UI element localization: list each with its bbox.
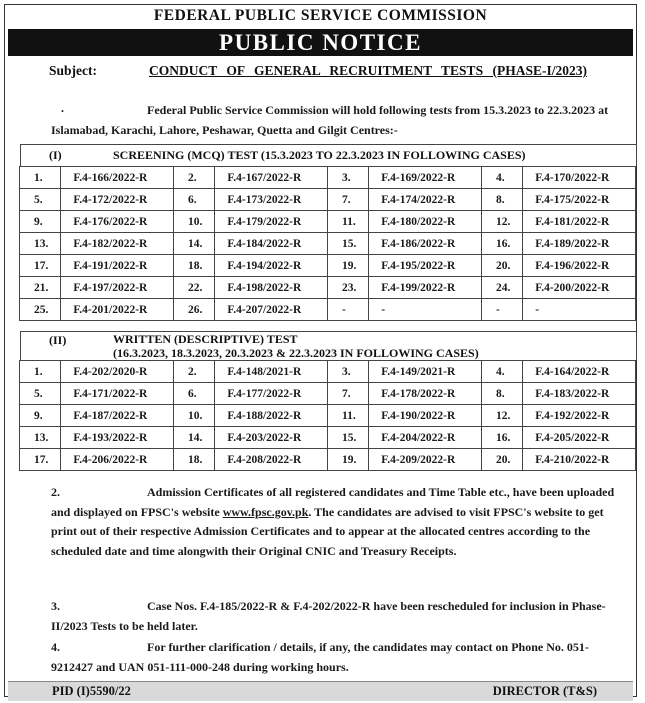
screening-case-number: F.4-173/2022-R xyxy=(215,189,328,211)
screening-case-number: F.4-189/2022-R xyxy=(523,233,636,255)
screening-serial: 3. xyxy=(327,167,368,189)
written-serial: 17. xyxy=(20,449,61,471)
written-serial: 10. xyxy=(173,405,214,427)
screening-serial: 6. xyxy=(173,189,214,211)
screening-case-number: - xyxy=(523,299,636,321)
screening-serial: 7. xyxy=(327,189,368,211)
paragraph-2-text: Admission Certificates of all registered candidates and Time Table etc., have been uploaded and displayed on FPSC's website xyxy=(51,485,615,519)
pid-number: PID (I)5590/22 xyxy=(52,684,131,698)
screening-roman: (I) xyxy=(49,148,62,162)
screening-serial: 25. xyxy=(20,299,61,321)
intro-paragraph xyxy=(51,101,617,140)
written-case-number: F.4-149/2021-R xyxy=(369,361,482,383)
written-case-number: F.4-177/2022-R xyxy=(215,383,328,405)
written-case-number: F.4-203/2022-R xyxy=(215,427,328,449)
written-serial: 15. xyxy=(327,427,368,449)
screening-case-number: F.4-175/2022-R xyxy=(523,189,636,211)
written-case-number: F.4-164/2022-R xyxy=(523,361,636,383)
screening-case-number: F.4-180/2022-R xyxy=(369,211,482,233)
screening-case-number: F.4-195/2022-R xyxy=(369,255,482,277)
screening-case-number: F.4-167/2022-R xyxy=(215,167,328,189)
paragraph-2-number: 2. xyxy=(51,485,60,499)
written-serial: 19. xyxy=(327,449,368,471)
written-serial: 6. xyxy=(173,383,214,405)
written-row xyxy=(20,449,636,471)
written-case-number: F.4-188/2022-R xyxy=(215,405,328,427)
written-cases-table xyxy=(19,360,636,471)
screening-serial: 20. xyxy=(481,255,522,277)
written-serial: 8. xyxy=(481,383,522,405)
written-heading: WRITTEN (DESCRIPTIVE) TEST xyxy=(113,332,298,346)
screening-serial: 2. xyxy=(173,167,214,189)
notice-title-banner: PUBLIC NOTICE xyxy=(8,29,633,56)
subject-text: CONDUCT OF GENERAL RECRUITMENT TESTS (PHASE-I/2023) xyxy=(149,63,587,78)
written-case-number: F.4-193/2022-R xyxy=(61,427,174,449)
screening-row xyxy=(20,255,636,277)
paragraph-2 xyxy=(51,483,617,561)
screening-serial: 10. xyxy=(173,211,214,233)
fpsc-website-link[interactable]: www.fpsc.gov.pk xyxy=(222,504,309,519)
written-case-number: F.4-209/2022-R xyxy=(369,449,482,471)
screening-serial: 19. xyxy=(327,255,368,277)
paragraph-3-number: 3. xyxy=(51,599,60,613)
screening-serial: 4. xyxy=(481,167,522,189)
written-case-number: F.4-178/2022-R xyxy=(369,383,482,405)
intro-marker: . xyxy=(61,101,64,115)
screening-case-number: F.4-199/2022-R xyxy=(369,277,482,299)
screening-serial: - xyxy=(481,299,522,321)
screening-case-number: F.4-198/2022-R xyxy=(215,277,328,299)
screening-case-number: F.4-194/2022-R xyxy=(215,255,328,277)
written-serial: 20. xyxy=(481,449,522,471)
written-row xyxy=(20,405,636,427)
written-serial: 4. xyxy=(481,361,522,383)
screening-serial: 12. xyxy=(481,211,522,233)
paragraph-3-text: Case Nos. F.4-185/2022-R & F.4-202/2022-R have been rescheduled for inclusion in Phase-II/2023 Tests to be held later. xyxy=(51,599,606,633)
notice-footer xyxy=(8,681,633,701)
screening-serial: 14. xyxy=(173,233,214,255)
screening-serial: 15. xyxy=(327,233,368,255)
written-serial: 1. xyxy=(20,361,61,383)
screening-serial: 18. xyxy=(173,255,214,277)
screening-serial: 9. xyxy=(20,211,61,233)
screening-row xyxy=(20,189,636,211)
written-case-number: F.4-206/2022-R xyxy=(61,449,174,471)
written-serial: 14. xyxy=(173,427,214,449)
screening-case-number: F.4-181/2022-R xyxy=(523,211,636,233)
screening-serial: 13. xyxy=(20,233,61,255)
paragraph-3 xyxy=(51,597,617,636)
screening-serial: 24. xyxy=(481,277,522,299)
screening-serial: 11. xyxy=(327,211,368,233)
screening-serial: - xyxy=(327,299,368,321)
screening-case-number: F.4-172/2022-R xyxy=(61,189,174,211)
notice-page xyxy=(4,4,637,697)
screening-heading: SCREENING (MCQ) TEST (15.3.2023 TO 22.3.2023 IN FOLLOWING CASES) xyxy=(113,148,526,162)
screening-case-number: F.4-179/2022-R xyxy=(215,211,328,233)
written-case-number: F.4-204/2022-R xyxy=(369,427,482,449)
written-serial: 5. xyxy=(20,383,61,405)
intro-part1: Federal Public Service Commission will hold following tests xyxy=(147,103,455,117)
written-section-heading xyxy=(20,331,637,360)
intro-bold: from 15.3.2023 to 22.3.2023 at Islamabad, Karachi, Lahore, Peshawar, Quetta and Gilgit Centres xyxy=(51,103,609,137)
screening-case-number: F.4-170/2022-R xyxy=(523,167,636,189)
screening-case-number: F.4-197/2022-R xyxy=(61,277,174,299)
written-row xyxy=(20,361,636,383)
written-serial: 3. xyxy=(327,361,368,383)
screening-case-number: F.4-200/2022-R xyxy=(523,277,636,299)
screening-serial: 22. xyxy=(173,277,214,299)
screening-serial: 8. xyxy=(481,189,522,211)
screening-serial: 23. xyxy=(327,277,368,299)
screening-case-number: F.4-196/2022-R xyxy=(523,255,636,277)
screening-serial: 21. xyxy=(20,277,61,299)
screening-row xyxy=(20,233,636,255)
written-row xyxy=(20,383,636,405)
written-roman: (II) xyxy=(49,333,67,347)
written-serial: 2. xyxy=(173,361,214,383)
paragraph-4-text: For further clarification / details, if any, the candidates may contact on Phone No. 051-9212427 and UAN 051-111-000-248 during working hours. xyxy=(51,640,589,674)
written-serial: 9. xyxy=(20,405,61,427)
written-case-number: F.4-208/2022-R xyxy=(215,449,328,471)
written-case-number: F.4-202/2020-R xyxy=(61,361,174,383)
screening-case-number: F.4-166/2022-R xyxy=(61,167,174,189)
screening-case-number: F.4-201/2022-R xyxy=(61,299,174,321)
written-case-number: F.4-210/2022-R xyxy=(523,449,636,471)
screening-case-number: F.4-169/2022-R xyxy=(369,167,482,189)
intro-end: :- xyxy=(389,122,398,137)
subject-label: Subject: xyxy=(49,63,97,78)
screening-row xyxy=(20,211,636,233)
screening-case-number: F.4-191/2022-R xyxy=(61,255,174,277)
signatory: DIRECTOR (T&S) xyxy=(492,684,597,698)
written-serial: 11. xyxy=(327,405,368,427)
screening-row xyxy=(20,277,636,299)
screening-serial: 5. xyxy=(20,189,61,211)
written-serial: 16. xyxy=(481,427,522,449)
screening-section-heading xyxy=(20,144,637,166)
paragraph-2-rest: . The candidates are advised to visit FPSC's website to get print out of their respective Admission Certificates and to appear at the allocated centres according to the scheduled date and time alongwith their Original CNIC and Treasury Receipts. xyxy=(51,504,604,558)
screening-serial: 16. xyxy=(481,233,522,255)
screening-serial: 1. xyxy=(20,167,61,189)
screening-case-number: F.4-176/2022-R xyxy=(61,211,174,233)
written-case-number: F.4-192/2022-R xyxy=(523,405,636,427)
screening-cases-table xyxy=(19,166,636,321)
organization-name: FEDERAL PUBLIC SERVICE COMMISSION xyxy=(153,7,488,24)
written-serial: 13. xyxy=(20,427,61,449)
written-serial: 18. xyxy=(173,449,214,471)
written-case-number: F.4-187/2022-R xyxy=(61,405,174,427)
screening-case-number: F.4-184/2022-R xyxy=(215,233,328,255)
written-case-number: F.4-183/2022-R xyxy=(523,383,636,405)
screening-row xyxy=(20,299,636,321)
written-case-number: F.4-148/2021-R xyxy=(215,361,328,383)
written-serial: 12. xyxy=(481,405,522,427)
written-case-number: F.4-205/2022-R xyxy=(523,427,636,449)
screening-case-number: F.4-174/2022-R xyxy=(369,189,482,211)
written-heading-dates: (16.3.2023, 18.3.2023, 20.3.2023 & 22.3.2023 IN FOLLOWING CASES) xyxy=(113,346,479,360)
screening-case-number: F.4-186/2022-R xyxy=(369,233,482,255)
paragraph-4-number: 4. xyxy=(51,640,60,654)
written-row xyxy=(20,427,636,449)
written-case-number: F.4-190/2022-R xyxy=(369,405,482,427)
written-serial: 7. xyxy=(327,383,368,405)
screening-case-number: - xyxy=(369,299,482,321)
screening-row xyxy=(20,167,636,189)
written-case-number: F.4-171/2022-R xyxy=(61,383,174,405)
paragraph-4 xyxy=(51,638,617,677)
screening-serial: 17. xyxy=(20,255,61,277)
screening-case-number: F.4-207/2022-R xyxy=(215,299,328,321)
screening-serial: 26. xyxy=(173,299,214,321)
screening-case-number: F.4-182/2022-R xyxy=(61,233,174,255)
